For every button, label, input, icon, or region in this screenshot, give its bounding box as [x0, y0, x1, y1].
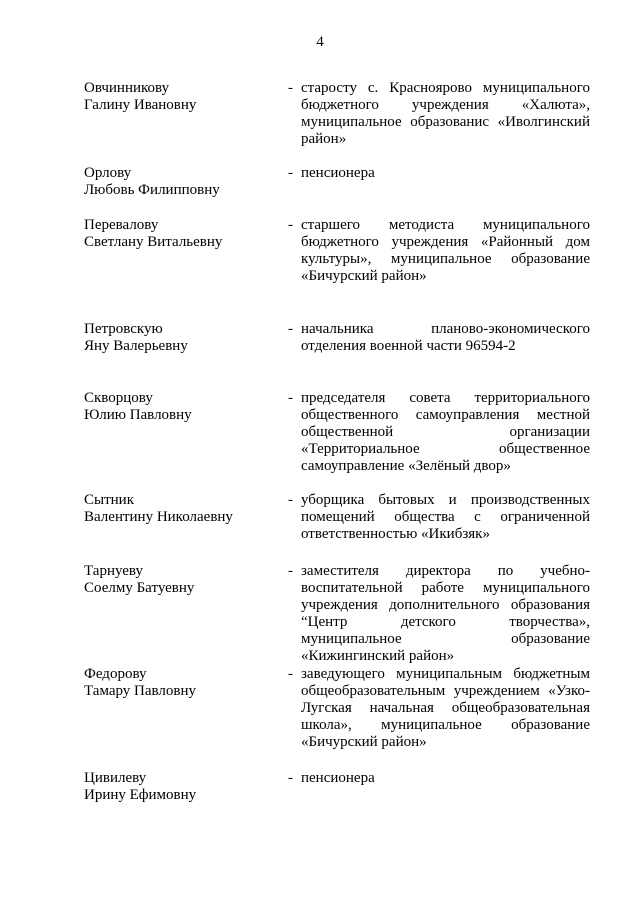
given-names: Ирину Ефимовну — [84, 787, 197, 803]
position-description: заведующего муниципальным бюджетным общеобразовательным учреждением «Узко-Лугская начальная общеобразовательная школа», муниципальное образование «Бичурский район» — [301, 666, 590, 750]
dash-separator: - — [288, 770, 293, 786]
surname: Скворцову — [84, 390, 153, 406]
dash-separator: - — [288, 666, 293, 682]
surname: Перевалову — [84, 217, 159, 233]
surname: Цивилеву — [84, 770, 147, 786]
given-names: Валентину Николаевну — [84, 509, 233, 525]
given-names: Любовь Филипповну — [84, 182, 220, 198]
given-names: Юлию Павловну — [84, 407, 192, 423]
dash-separator: - — [288, 165, 293, 181]
dash-separator: - — [288, 563, 293, 579]
person-name — [84, 492, 274, 526]
given-names: Яну Валерьевну — [84, 338, 188, 354]
given-names: Галину Ивановну — [84, 97, 197, 113]
position-description: пенсионера — [301, 770, 375, 786]
position-description: председателя совета территориального общественного самоуправления местной общественной организации «Территориальное общественное самоуправление «Зелёный двор» — [301, 390, 590, 474]
person-name — [84, 390, 274, 424]
person-name — [84, 770, 274, 804]
dash-separator: - — [288, 80, 293, 96]
surname: Сытник — [84, 492, 134, 508]
dash-separator: - — [288, 217, 293, 233]
surname: Тарнуеву — [84, 563, 144, 579]
page-number: 4 — [316, 34, 324, 50]
person-name — [84, 165, 274, 199]
person-name — [84, 563, 274, 597]
position-description: пенсионера — [301, 165, 375, 181]
surname: Петровскую — [84, 321, 163, 337]
position-description: начальника планово-экономического отделения военной части 96594-2 — [301, 321, 590, 354]
surname: Федорову — [84, 666, 147, 682]
position-description: заместителя директора по учебно-воспитательной работе муниципального учреждения дополнительного образования “Центр детского творчества», муниципальное образование «Кижингинский район» — [301, 563, 590, 664]
surname: Овчинникову — [84, 80, 170, 96]
dash-separator: - — [288, 321, 293, 337]
person-name — [84, 80, 274, 114]
given-names: Тамару Павловну — [84, 683, 197, 699]
position-description: уборщика бытовых и производственных помещений общества с ограниченной ответственностью «Икибзяк» — [301, 492, 590, 542]
person-name — [84, 321, 274, 355]
dash-separator: - — [288, 492, 293, 508]
dash-separator: - — [288, 390, 293, 406]
person-name — [84, 217, 274, 251]
given-names: Светлану Витальевну — [84, 234, 223, 250]
position-description: старшего методиста муниципального бюджетного учреждения «Районный дом культуры», муниципальное образование «Бичурский район» — [301, 217, 590, 284]
position-description: старосту с. Краснoярово муниципального бюджетного учреждения «Халюта», муниципальное образованис «Иволгинский район» — [301, 80, 590, 147]
given-names: Соелму Батуевну — [84, 580, 195, 596]
surname: Орлову — [84, 165, 132, 181]
person-name — [84, 666, 274, 700]
